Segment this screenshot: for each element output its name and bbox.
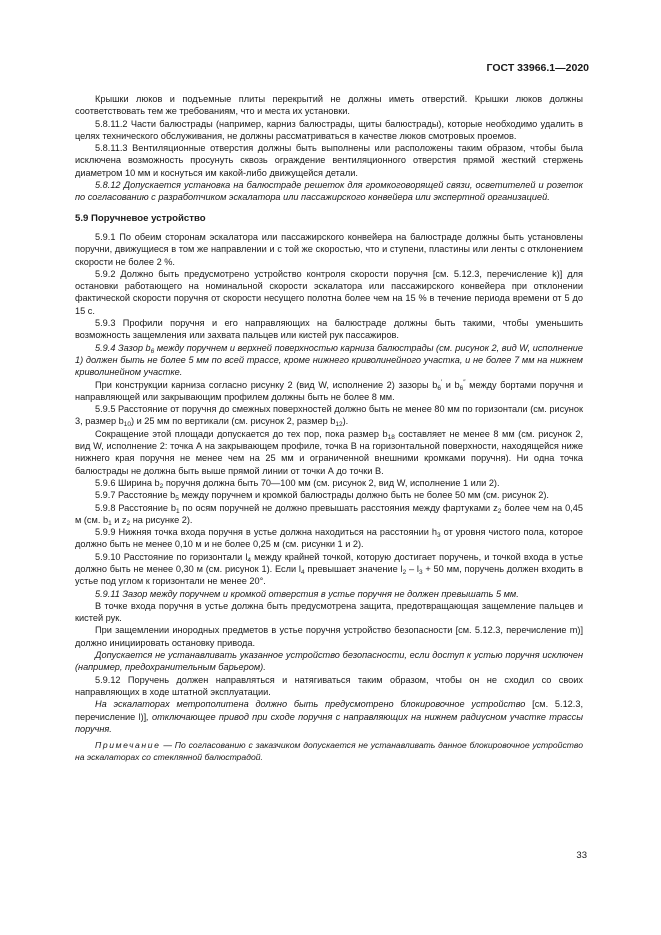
paragraph: 5.9.3 Профили поручня и его направляющих на балюстраде должны быть такими, чтобы уменьшить возможность защемления или захвата пальцев или кистей рук пассажиров. xyxy=(75,318,583,341)
note xyxy=(75,740,583,763)
paragraph: 5.9.10 Расстояние по горизонтали $l_4$ между крайней точкой, которую достигает поручень, и точкой входа в устье должно быть не менее 0,30 м (см. рисунок 1). Если $l_4$ превышает значение $l_2 - l_3 + 50$ мм, поручень должен входить в устье под углом к горизонтали не менее 20°. xyxy=(75,551,583,587)
paragraph: Сокращение этой площади допускается до тех пор, пока размер $b_{18}$ составляет не менее 8 мм (см. рисунок 2, вид W, исполнение 2: точка А на закрывающем профиле, точка В на горизонтальной поверхности, находящейся ниже нижнего края поручня не менее чем на 25 мм и ограниченной внешними кромками поручня). Ни одна точка балюстрады не должна быть выше прямой линии от точки А до точки В. xyxy=(75,428,584,476)
paragraph: 5.8.11.3 Вентиляционные отверстия должны быть выполнены или расположены таким образом, чтобы была исключена возможность просунуть сквозь ограждение вентиляционного отверстия прямой жесткий стержень диаметром 10 мм и коснуться им какой-либо движущейся детали. xyxy=(75,143,583,178)
paragraph: Допускается не устанавливать указанное устройство безопасности, если доступ к устью поручня исключен (например, предохранительным барьером). xyxy=(75,650,583,673)
note-text: — По согласованию с заказчиком допускается не устанавливать данное блокировочное устройство на эскалаторах со стеклянной балюстрадой. xyxy=(75,740,583,762)
paragraph: 5.9.7 Расстояние $b_5$ между поручнем и кромкой балюстрады должно быть не более 50 мм (см. рисунок 2). xyxy=(95,490,549,503)
paragraph: 5.9.12 Поручень должен направляться и натягиваться таким образом, чтобы он не сходил со своих направляющих в ходе штатной эксплуатации. xyxy=(75,674,583,697)
paragraph: При конструкции карниза согласно рисунку 2 (вид W, исполнение 2) зазоры $b_6'$ и $b_6''$ между бортами поручня и направляющей или закрывающим профилем должны быть не более 8 мм. xyxy=(75,378,583,402)
paragraph: При защемлении инородных предметов в устье поручня устройство безопасности [см. 5.12.3, перечисление m)] должно инициировать остановку привода. xyxy=(75,625,583,648)
paragraph: Крышки люков и подъемные плиты перекрытий не должны иметь отверстий. Крышки люков должны соответствовать тем же требованиям, что и места их установки. xyxy=(75,94,583,117)
paragraph: 5.9.6 Ширина $b_2$ поручня должна быть 70—100 мм (см. рисунок 2, вид W, исполнение 1 или 2). xyxy=(95,477,500,490)
paragraph: 5.8.11.2 Части балюстрады (например, карниз балюстрады, щиты балюстрады), которые необходимо удалить в целях технического обслуживания, не должны рассматриваться в качестве люков смотровых проемов. xyxy=(75,118,583,141)
note-label: Примечание xyxy=(95,740,161,751)
page-content xyxy=(75,93,583,763)
paragraph: В точке входа поручня в устье должна быть предусмотрена защита, предотвращающая защемление пальцев и кистей рук. xyxy=(75,600,583,624)
paragraph: 5.9.5 Расстояние от поручня до смежных поверхностей должно быть не менее 80 мм по горизонтали (см. рисунок 3, размер $b_{10}$) и 25 мм по вертикали (см. рисунок 2, размер $b_{12}$). xyxy=(75,404,583,429)
paragraph: 5.9.9 Нижняя точка входа поручня в устье должна находиться на расстоянии $h_3$ от уровня чистого пола, которое должно быть не менее 0,10 м и не более 0,25 м (см. рисунки 1 и 2). xyxy=(75,527,583,550)
page-number: 33 xyxy=(576,850,587,861)
paragraph: 5.9.11 Зазор между поручнем и кромкой отверстия в устье поручня не должен превышать 5 мм. xyxy=(95,588,519,599)
paragraph: 5.9.4 Зазор $b_6$ между поручнем и верхней поверхностью карниза балюстрады (см. рисунок 2, вид W, исполнение 1) должен быть не более 5 мм по всей трассе, кроме нижнего криволинейного участка, и не более 7 мм на нижнем криволинейном участке. xyxy=(75,342,583,378)
paragraph: На эскалаторах метрополитена должно быть предусмотрено блокировочное устройство [см. 5.12.3, перечисление l)], отключающее привод при сходе поручня с направляющих на нижнем радиусном участке трассы поручня. xyxy=(75,699,583,734)
paragraph: 5.8.12 Допускается установка на балюстраде решеток для громкоговорящей связи, осветителей и розеток по согласованию с разработчиком эскалатора или пассажирского конвейера или экспертной организацией. xyxy=(75,180,583,203)
paragraph: 5.9.2 Должно быть предусмотрено устройство контроля скорости поручня [см. 5.12.3, перечисление k)] для остановки работающего на номинальной скорости эскалатора или пассажирского конвейера при отклонении фактической скорости поручня от скорости несущего полотна более чем на 15 % в течение периода времени от 5 до 15 с. xyxy=(75,268,583,316)
paragraph: 5.9.1 По обеим сторонам эскалатора или пассажирского конвейера на балюстраде должны быть установлены поручни, движущиеся в том же направлении и с той же скоростью, что и ступени, пластины или ленты с отклонением скорости не более 2 %. xyxy=(75,231,583,267)
paragraph: 5.9.8 Расстояние $b_1$ по осям поручней не должно превышать расстояния между фартуками $z_2$ более чем на 0,45 м (см. $b_1$ и $z_2$ на рисунке 2). xyxy=(75,502,583,527)
section-title: 5.9 Поручневое устройство xyxy=(75,212,206,224)
standard-header: ГОСТ 33966.1—2020 xyxy=(486,62,589,74)
